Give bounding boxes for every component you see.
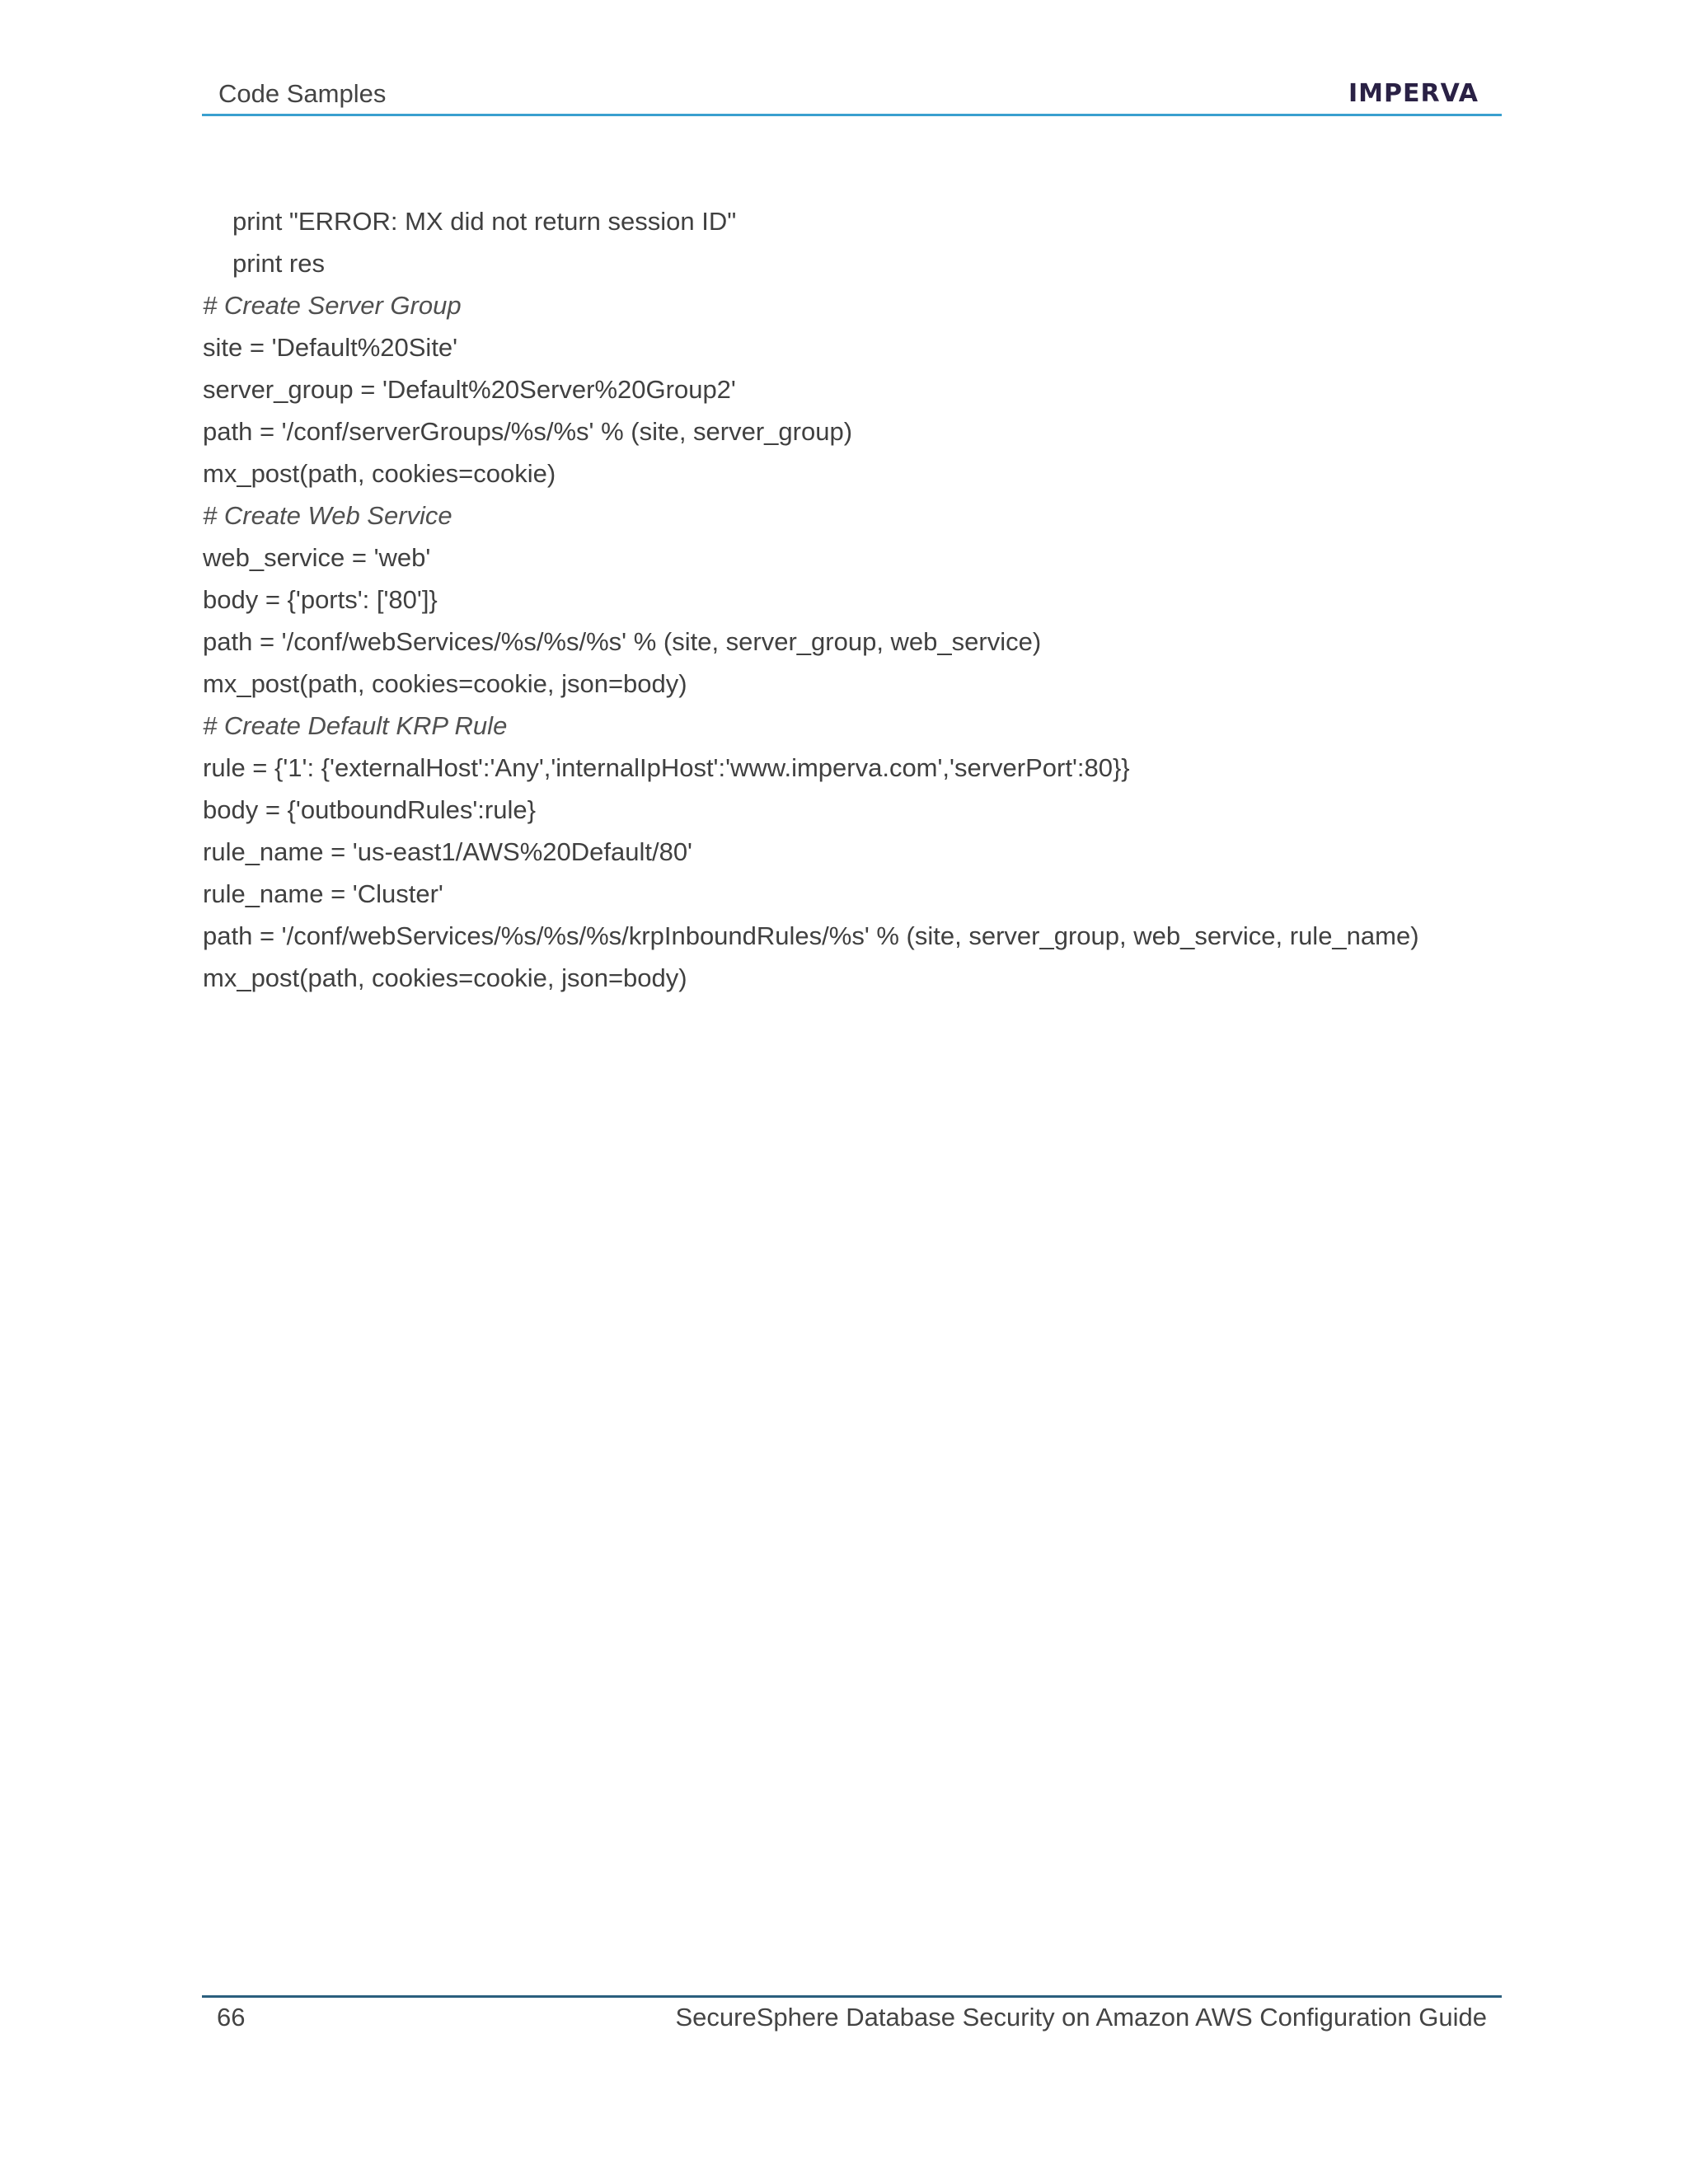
code-sample [203,200,1522,999]
code-line: web_service = 'web' [203,543,431,572]
page-footer [202,1995,1502,2032]
page-number: 66 [217,2003,246,2032]
section-title: Code Samples [218,79,387,108]
code-line: rule_name = 'Cluster' [203,879,443,908]
code-comment: # Create Server Group [203,291,462,320]
code-line: mx_post(path, cookies=cookie, json=body) [203,963,687,992]
code-line: body = {'outboundRules':rule} [203,795,536,824]
code-line: rule_name = 'us-east1/AWS%20Default/80' [203,837,692,866]
code-line: path = '/conf/webServices/%s/%s/%s/krpInboundRules/%s' % (site, server_group, web_service, rule_name) [203,921,1419,950]
page-header [202,76,1502,116]
code-line: print "ERROR: MX did not return session ID" [232,207,737,236]
document-title: SecureSphere Database Security on Amazon AWS Configuration Guide [675,2003,1487,2032]
code-comment: # Create Web Service [203,501,452,530]
code-line: rule = {'1': {'externalHost':'Any','internalIpHost':'www.imperva.com','serverPort':80}} [203,753,1130,782]
code-line: mx_post(path, cookies=cookie) [203,459,556,488]
code-line: body = {'ports': ['80']} [203,585,438,614]
code-line: mx_post(path, cookies=cookie, json=body) [203,669,687,698]
code-line: site = 'Default%20Site' [203,333,458,362]
imperva-logo: IMPERVA [1348,79,1479,108]
code-line: server_group = 'Default%20Server%20Group2' [203,375,736,404]
code-line: print res [232,249,325,278]
code-comment: # Create Default KRP Rule [203,711,508,740]
code-line: path = '/conf/webServices/%s/%s/%s' % (site, server_group, web_service) [203,627,1042,656]
code-line: path = '/conf/serverGroups/%s/%s' % (site, server_group) [203,417,853,446]
